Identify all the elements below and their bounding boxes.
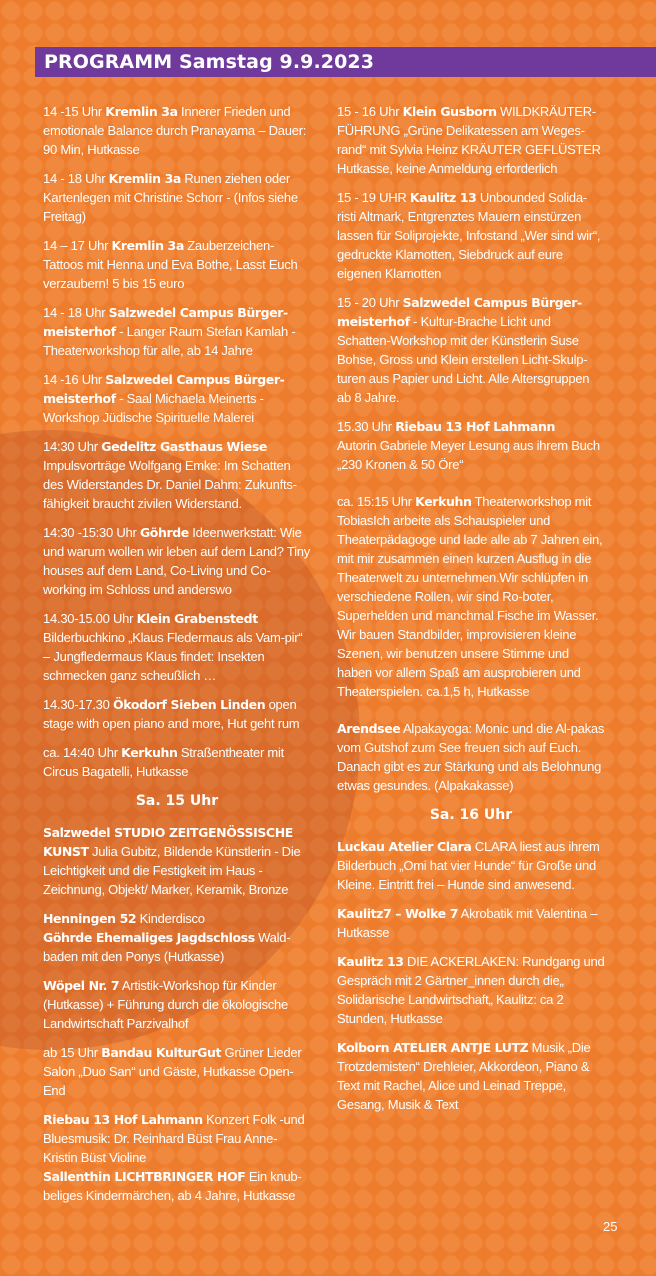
program-entry	[43, 695, 311, 733]
entry-text: Runen ziehen oder Kartenlegen mit Christine Schorr - (Infos siehe Freitag)	[43, 171, 298, 224]
entry-text: Autorin Gabriele Meyer Lesung aus ihrem Buch „230 Kronen & 50 Öre“	[337, 438, 600, 472]
entry-text: 15 - 16 Uhr	[337, 104, 403, 119]
entry-text: ca. 15:15 Uhr	[337, 494, 416, 509]
entry-venue: Bandau KulturGut	[101, 1045, 222, 1060]
entry-text: Straßentheater mit Circus Bagatelli, Hutkasse	[43, 745, 285, 779]
entry-text: Ein knub-beliges Kindermärchen, ab 4 Jahre, Hutkasse	[43, 1169, 302, 1203]
entry-venue: Wöpel Nr. 7	[43, 978, 120, 993]
entry-text: Theaterworkshop mit TobiasIch arbeite als Schauspieler und Theaterpädagoge und lade alle ab 7 Jahren ein, mit mir zusammen einen kurzen Ausflug in die Theaterwelt zu unternehmen.Wir schlüpfen in verschiedene Rollen, wir sind Ro-boter, Superhelden und manchmal Fische im Wasser. Wir bauen Standbilder, improvisieren kleine Szenen, wir benutzen unsere Stimme und haben vor allem Spaß am ausprobieren und Theaterspielen. ca.1,5 h, Hutkasse	[337, 494, 603, 699]
program-entry	[43, 976, 311, 1033]
entry-venue: Salzwedel STUDIO ZEITGENÖSSISCHE KUNST	[43, 825, 293, 859]
program-entry	[43, 370, 311, 427]
day-heading: Sa. 16 Uhr	[429, 807, 513, 823]
entry-text: ca. 14:40 Uhr	[43, 745, 122, 760]
entry-venue: Gedelitz Gasthaus Wiese	[101, 439, 267, 454]
entry-text: 14 - 18 Uhr	[43, 171, 109, 186]
entry-venue: Ökodorf Sieben Linden	[113, 697, 266, 712]
entry-text: - Saal Michaela Meinerts - Workshop Jüdische Spirituelle Malerei	[43, 391, 264, 425]
program-entry	[43, 169, 311, 226]
entry-text: Bilderbuchkino „Klaus Fledermaus als Vam-pir“ – Jungfledermaus Klaus findet: Insekten schmecken ganz scheußlich …	[43, 630, 303, 683]
program-entry	[43, 1110, 311, 1205]
entry-venue: Henningen 52	[43, 911, 137, 926]
program-entry	[337, 188, 605, 283]
day-heading: Sa. 15 Uhr	[135, 793, 219, 809]
program-entry	[43, 609, 311, 685]
entry-venue: Salzwedel Campus Bürger-meisterhof	[43, 305, 288, 339]
entry-venue: Klein Gusborn	[402, 104, 497, 119]
entry-text: open stage with open piano and more, Hut geht rum	[43, 697, 300, 731]
entry-venue: Riebau 13 Hof Lahmann	[395, 419, 555, 434]
entry-text: 14 -16 Uhr	[43, 372, 106, 387]
entry-text: Julia Gubitz, Bildende Künstlerin - Die Leichtigkeit und die Festigkeit im Haus - Zeichnung, Objekt/ Marker, Keramik, Bronze	[43, 844, 301, 897]
entry-venue: Göhrde Ehemaliges Jagdschloss	[43, 930, 255, 945]
entry-text: Musik „Die Trotzdemisten“ Drehleier, Akkordeon, Piano & Text mit Rachel, Alice und Leinad Treppe, Gesang, Musik & Text	[337, 1040, 591, 1112]
entry-text: CLARA liest aus ihrem Bilderbuch „Omi hat vier Hunde“ für Große und Kleine. Eintritt frei – Hunde sind anwesend.	[337, 839, 600, 892]
entry-venue: Luckau Atelier Clara	[337, 839, 472, 854]
program-entry	[43, 743, 311, 781]
entry-venue: Arendsee	[337, 721, 401, 736]
entry-text: DIE ACKERLAKEN: Rundgang und Gespräch mit 2 Gärtner_innen durch die„ Solidarische Landwirtschaft„ Kaulitz: ca 2 Stunden, Hutkasse	[337, 954, 605, 1026]
page-header: PROGRAMM Samstag 9.9.2023	[35, 47, 656, 77]
entry-venue: Göhrde	[139, 525, 189, 540]
entry-text: Zauberzeichen-Tattoos mit Henna und Eva Bothe, Lasst Euch verzaubern! 5 bis 15 euro	[43, 238, 298, 291]
entry-venue: Salzwedel Campus Bürger-meisterhof	[43, 372, 285, 406]
program-entry	[43, 909, 311, 966]
entry-text: Wald-baden mit den Ponys (Hutkasse)	[43, 930, 291, 964]
entry-text: 14.30-15.00 Uhr	[43, 611, 137, 626]
entry-text: Konzert Folk -und Bluesmusik: Dr. Reinhard Büst Frau Anne-Kristin Büst Violine	[43, 1112, 305, 1165]
left-column	[43, 102, 311, 1215]
right-column	[337, 102, 605, 1124]
program-entry	[337, 904, 605, 942]
program-entry	[337, 102, 605, 178]
program-entry	[43, 437, 311, 513]
program-entry	[337, 952, 605, 1028]
entry-text: 14:30 -15:30 Uhr	[43, 525, 140, 540]
entry-text: - Langer Raum Stefan Kamlah - Theaterworkshop für alle, ab 14 Jahre	[43, 324, 296, 358]
entry-text: 14:30 Uhr	[43, 439, 102, 454]
entry-venue: Kerkuhn	[121, 745, 178, 760]
entry-text: Artistik-Workshop für Kinder (Hutkasse) + Führung durch die ökologische Landwirtschaft Parzivalhof	[43, 978, 288, 1031]
entry-venue: Kerkuhn	[415, 494, 472, 509]
entry-venue: Kaulitz 13	[409, 190, 477, 205]
program-entry	[43, 523, 311, 599]
entry-text: Innerer Frieden und emotionale Balance durch Pranayama – Dauer: 90 Min, Hutkasse	[43, 104, 307, 157]
entry-text: Impulsvorträge Wolfgang Emke: Im Schatten des Widerstandes Dr. Daniel Dahm: Zukunfts-fähigkeit braucht zivilen Widerstand.	[43, 458, 297, 511]
entry-text: WILDKRÄUTER-FÜHRUNG „Grüne Delikatessen am Weges-rand“ mit Sylvia Heinz KRÄUTER GEFLÜSTER Hutkasse, keine Anmeldung erforderlich	[337, 104, 601, 176]
entry-text: 14 - 18 Uhr	[43, 305, 109, 320]
page-number: 25	[603, 1219, 618, 1234]
entry-venue: Kremlin 3a	[108, 171, 181, 186]
entry-text: - Kultur-Brache Licht und Schatten-Workshop mit der Künstlerin Suse Bohse, Gross und Klein erstellen Licht-Skulp-turen aus Papier und Licht. Alle Altersgruppen ab 8 Jahre.	[337, 314, 590, 405]
entry-venue: Kremlin 3a	[111, 238, 184, 253]
program-entry	[337, 293, 605, 407]
program-entry	[43, 236, 311, 293]
entry-venue: Riebau 13 Hof Lahmann	[43, 1112, 203, 1127]
program-entry	[337, 1038, 605, 1114]
entry-text: Alpakayoga: Monic und die Al-pakas vom Gutshof zum See freuen sich auf Euch. Danach gibt es zur Stärkung und als Belohnung etwas gesundes. (Alpakakasse)	[337, 721, 605, 793]
program-entry	[43, 303, 311, 360]
program-entry	[43, 823, 311, 899]
entry-text: 14.30-17.30	[43, 697, 114, 712]
entry-text: 15.30 Uhr	[337, 419, 396, 434]
entry-venue: Kolborn ATELIER ANTJE LUTZ	[337, 1040, 529, 1055]
entry-text: 15 - 20 Uhr	[337, 295, 403, 310]
program-entry	[337, 417, 605, 474]
entry-text: ab 15 Uhr	[43, 1045, 102, 1060]
entry-text: Ideenwerkstatt: Wie und warum wollen wir leben auf dem Land? Tiny houses auf dem Land, Co-Living und Co-working im Schloss und anderswo	[43, 525, 310, 597]
program-entry	[337, 492, 605, 701]
program-entry	[337, 719, 605, 795]
entry-venue: Kaulitz 13	[337, 954, 404, 969]
entry-text: 15 - 19 UHR	[337, 190, 410, 205]
entry-venue: Kremlin 3a	[105, 104, 178, 119]
entry-venue: Klein Grabenstedt	[136, 611, 258, 626]
entry-text: 14 -15 Uhr	[43, 104, 106, 119]
entry-text: Kinderdisco	[136, 911, 205, 926]
entry-text: Grüner Lieder Salon „Duo San“ und Gäste, Hutkasse Open-End	[43, 1045, 302, 1098]
entry-text: 14 – 17 Uhr	[43, 238, 112, 253]
program-entry	[43, 1043, 311, 1100]
entry-venue: Kaulitz7 – Wolke 7	[337, 906, 459, 921]
program-entry	[337, 837, 605, 894]
entry-text: Akrobatik mit Valentina – Hutkasse	[337, 906, 598, 940]
program-entry	[43, 102, 311, 159]
entry-venue: Salzwedel Campus Bürger-meisterhof	[337, 295, 582, 329]
entry-text: Unbounded Solida-risti Altmark, Entgrenztes Mauern einstürzen lassen für Soliprojekte, Infostand „Wer sind wir“, gedruckte Klamotten, Siebdruck auf eure eigenen Klamotten	[337, 190, 601, 281]
entry-venue: Sallenthin LICHTBRINGER HOF	[43, 1169, 246, 1184]
